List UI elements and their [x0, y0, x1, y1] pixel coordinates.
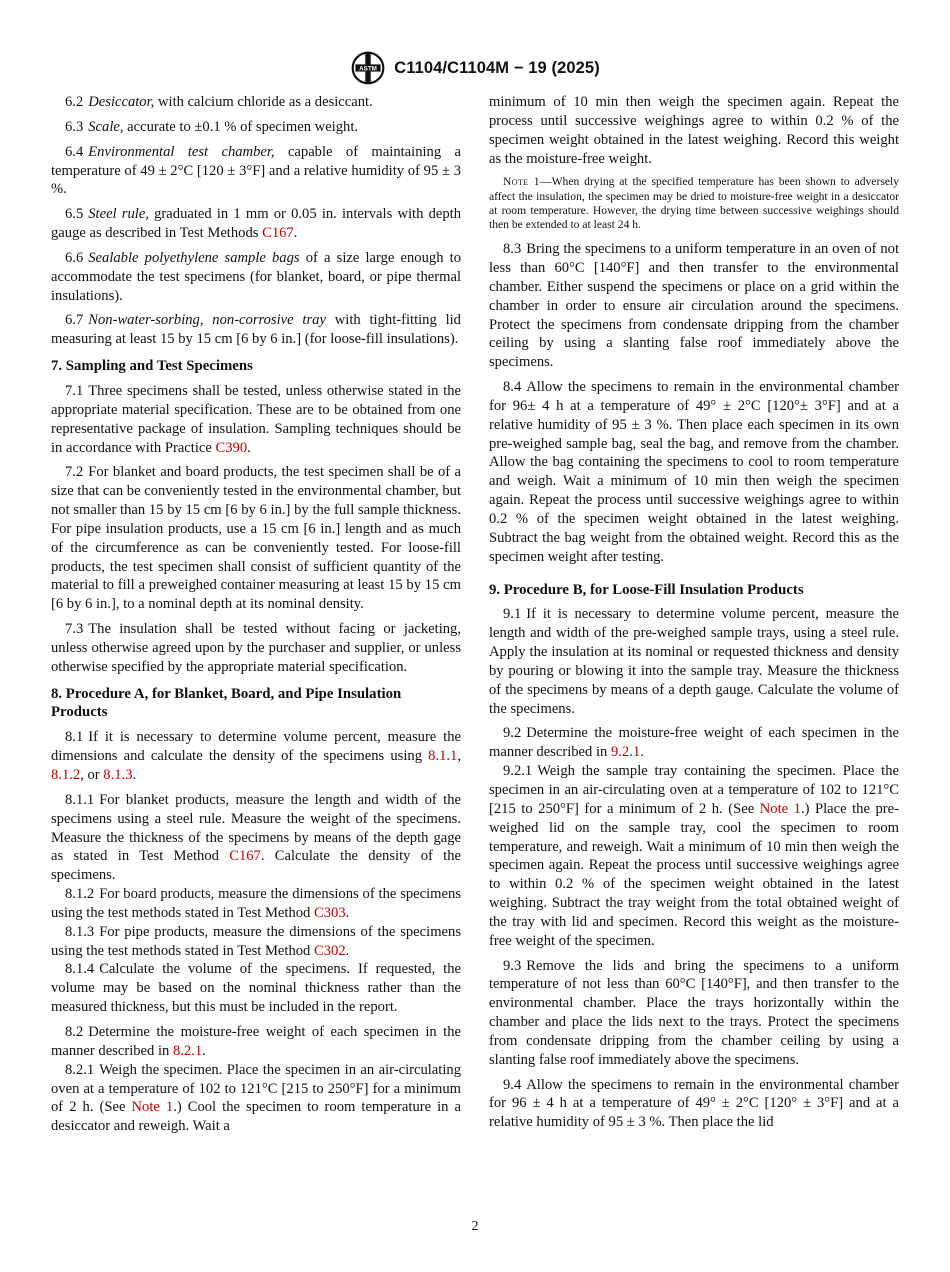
- ref-link-note-1[interactable]: Note 1: [759, 800, 801, 817]
- heading-section-8: 8. Procedure A, for Blanket, Board, and Pipe Insulation Products: [51, 685, 402, 721]
- note-1: Note 1—When drying at the specified temperature has been shown to adversely affect the insulation, the specimen may be dried to moisture-free weight in a desiccator at room temperature. However, the drying time between successive weighings should then be extended to at least 24 h.: [489, 175, 899, 231]
- section-9-4: 9.4 Allow the specimens to remain in the environmental chamber for 96 ± 4 h at a temperature of 49° ± 2°C [120° ± 3°F] and at a relative humidity of 95 ± 3 %. Then place the lid: [489, 1076, 899, 1131]
- ref-link-8-1-3[interactable]: 8.1.3: [103, 767, 133, 783]
- ref-link-8-1-2[interactable]: 8.1.2: [51, 767, 81, 783]
- ref-link-note-1[interactable]: Note 1: [131, 1099, 174, 1116]
- section-9-2-1: 9.2.1 Weigh the sample tray containing the specimen. Place the specimen in an air-circulating oven at a temperature of 102 to 121°C [215 to 250°F] for a minimum of 2 h. (See Note 1.) Place the pre-weighed lid on the sample tray, cool the specimen to room temperature, and reweigh. Wait a minimum of 10 min then weigh the specimen again. Repeat the process until successive weighings agree to within 0.2 % of the specimen weight obtained in the latest weighing. Subtract the tray weight from the total obtained weight of the tray with lid and specimen. Record this weight as the moisture-free weight of the specimen.: [489, 763, 899, 949]
- ref-link-c390[interactable]: C390: [215, 439, 248, 456]
- ref-link-9-2-1[interactable]: 9.2.1: [610, 744, 641, 761]
- ref-link-c303[interactable]: C303: [314, 904, 346, 921]
- ref-link-8-2-1[interactable]: 8.2.1: [172, 1042, 203, 1059]
- ref-link-c302[interactable]: C302: [314, 942, 346, 959]
- ref-link-c167[interactable]: C167: [262, 225, 294, 242]
- section-8-4: 8.4 Allow the specimens to remain in the environmental chamber for 96± 4 h at a temperature of 49° ± 2°C [120°± 3°F] and at a relative humidity of 95 ± 3 %. Then place each specimen in its own pre-weighed sample bag, seal the bag, and remove from the chamber. Allow the bag containing the specimens to cool to room temperature and weigh. Wait a minimum of 10 min then weigh the specimen again. Repeat the process until successive weighings agree to within 0.2 % of the specimen weight obtained in the latest weighing. Subtract the bag weight from the obtained weight. Record this as the specimen weight after testing.: [489, 379, 899, 565]
- ref-link-c167[interactable]: C167: [229, 848, 261, 865]
- section-8-1-1: 8.1.1 For blanket products, measure the length and width of the specimens using a steel rule. Measure the weight of the specimens. Measure the thickness of the specimens by means of the depth gage as stated in Test Method C167. Calculate the density of the specimens.: [51, 791, 461, 884]
- heading-section-9: 9. Procedure B, for Loose-Fill Insulation Products: [489, 581, 804, 598]
- section-6-6: 6.6 Sealable polyethylene sample bags of a size large enough to accommodate the test specimens (for blanket, board, or pipe thermal insulations).: [51, 249, 461, 304]
- section-7-3: 7.3 The insulation shall be tested without facing or jacketing, unless otherwise agreed upon by the purchaser and supplier, or unless otherwise specified by the appropriate material specification.: [51, 621, 461, 675]
- section-8-1: 8.1 If it is necessary to determine volume percent, measure the dimensions and calculate the density of the specimens using 8.1.1, 8.1.2, or 8.1.3.: [51, 729, 461, 783]
- section-6-2: 6.2 Desiccator, with calcium chloride as a desiccant.: [65, 94, 373, 110]
- section-6-5: 6.5 Steel rule, graduated in 1 mm or 0.05 in. intervals with depth gauge as described in Test Methods C167.: [51, 206, 461, 242]
- section-8-3: 8.3 Bring the specimens to a uniform temperature in an oven of not less than 60°C [140°F] and then transfer to the environmental chamber. Either suspend the specimens or place on a grid within the chamber in order to ensure air circulation around the specimens. Protect the specimens from condensate dripping from the chamber ceiling by using a slanting false roof immediately above the specimens.: [489, 241, 899, 371]
- astm-logo-icon: [350, 50, 386, 86]
- ref-link-8-1-1[interactable]: 8.1.1: [428, 748, 458, 765]
- section-8-2-1: 8.2.1 Weigh the specimen. Place the specimen in an air-circulating oven at a temperature of 102 to 121°C [215 to 250°F] for a minimum of 2 h. (See Note 1.) Cool the specimen to room temperature in a desiccator and reweigh. Wait a: [51, 1061, 461, 1135]
- section-6-4: 6.4 Environmental test chamber, capable of maintaining a temperature of 49 ± 2°C [120 ± 3°F] and a relative humidity of 95 ± 3 %.: [51, 143, 462, 198]
- section-9-1: 9.1 If it is necessary to determine volume percent, measure the length and width of the pre-weighed sample trays, using a steel rule. Apply the insulation at its nominal or requested thickness and density by pouring or blowing it into the sample tray. Measure the thickness of the specimens by means of a depth gauge. Calculate the volume of the specimens.: [489, 606, 899, 717]
- left-column: [51, 93, 461, 1142]
- section-8-2-1-continued: minimum of 10 min then weigh the specimen again. Repeat the process until successive weighings agree to within 0.2 % of the specimen weight obtained in the latest weighing. Record this weight as the moisture-free weight.: [489, 94, 899, 167]
- section-8-1-3: 8.1.3 For pipe products, measure the dimensions of the specimens using the test methods stated in Test Method C302.: [51, 923, 461, 959]
- section-8-1-4: 8.1.4 Calculate the volume of the specimens. If requested, the volume may be based on the nominal thickness rather than the measured thickness, but this must be included in the report.: [51, 961, 461, 1016]
- standard-designation: C1104/C1104M − 19 (2025): [394, 58, 600, 77]
- section-7-2: 7.2 For blanket and board products, the test specimen shall be of a size that can be conveniently tested in the environmental chamber, but not smaller than 15 by 15 cm [6 by 6 in.] by the full sample thickness. For pipe insulation products, use a 15 cm [6 in.] length and as much of the circumference as can be conveniently tested. For loose-fill products, the test specimen shall consist of sufficient quantity of the material to fill a preweighed container measuring at least 15 by 15 cm [6 by 6 in.], to a nominal depth at its nominal density.: [51, 464, 461, 613]
- page-header: [0, 50, 950, 91]
- section-6-3: 6.3 Scale, accurate to ±0.1 % of specimen weight.: [65, 118, 359, 135]
- section-9-2: 9.2 Determine the moisture-free weight of each specimen in the manner described in 9.2.1.: [489, 725, 899, 761]
- section-7-1: 7.1 Three specimens shall be tested, unless otherwise stated in the appropriate material specification. These are to be obtained from one representative package of insulation. Sampling techniques should be in accordance with Practice C390.: [51, 382, 461, 456]
- section-9-3: 9.3 Remove the lids and bring the specimens to a uniform temperature of not less than 60°C [140°F], and then transfer to the environmental chamber. Place the trays horizontally within the chamber and place the lids next to the trays. Protect the specimens from condensate dripping from the chamber ceiling by using a slanting false roof immediately above the specimens.: [489, 957, 899, 1068]
- page-number: 2: [471, 1219, 479, 1234]
- section-8-2: 8.2 Determine the moisture-free weight of each specimen in the manner described in 8.2.1.: [51, 1023, 461, 1059]
- section-8-1-2: 8.1.2 For board products, measure the dimensions of the specimens using the test methods stated in Test Method C303.: [51, 886, 461, 921]
- section-6-7: 6.7 Non-water-sorbing, non-corrosive tray with tight-fitting lid measuring at least 15 by 15 cm [6 by 6 in.] (for loose-fill insulations).: [51, 312, 461, 348]
- right-column: [489, 93, 899, 1138]
- heading-section-7: 7. Sampling and Test Specimens: [51, 358, 253, 375]
- svg-text:ASTM: ASTM: [359, 65, 378, 73]
